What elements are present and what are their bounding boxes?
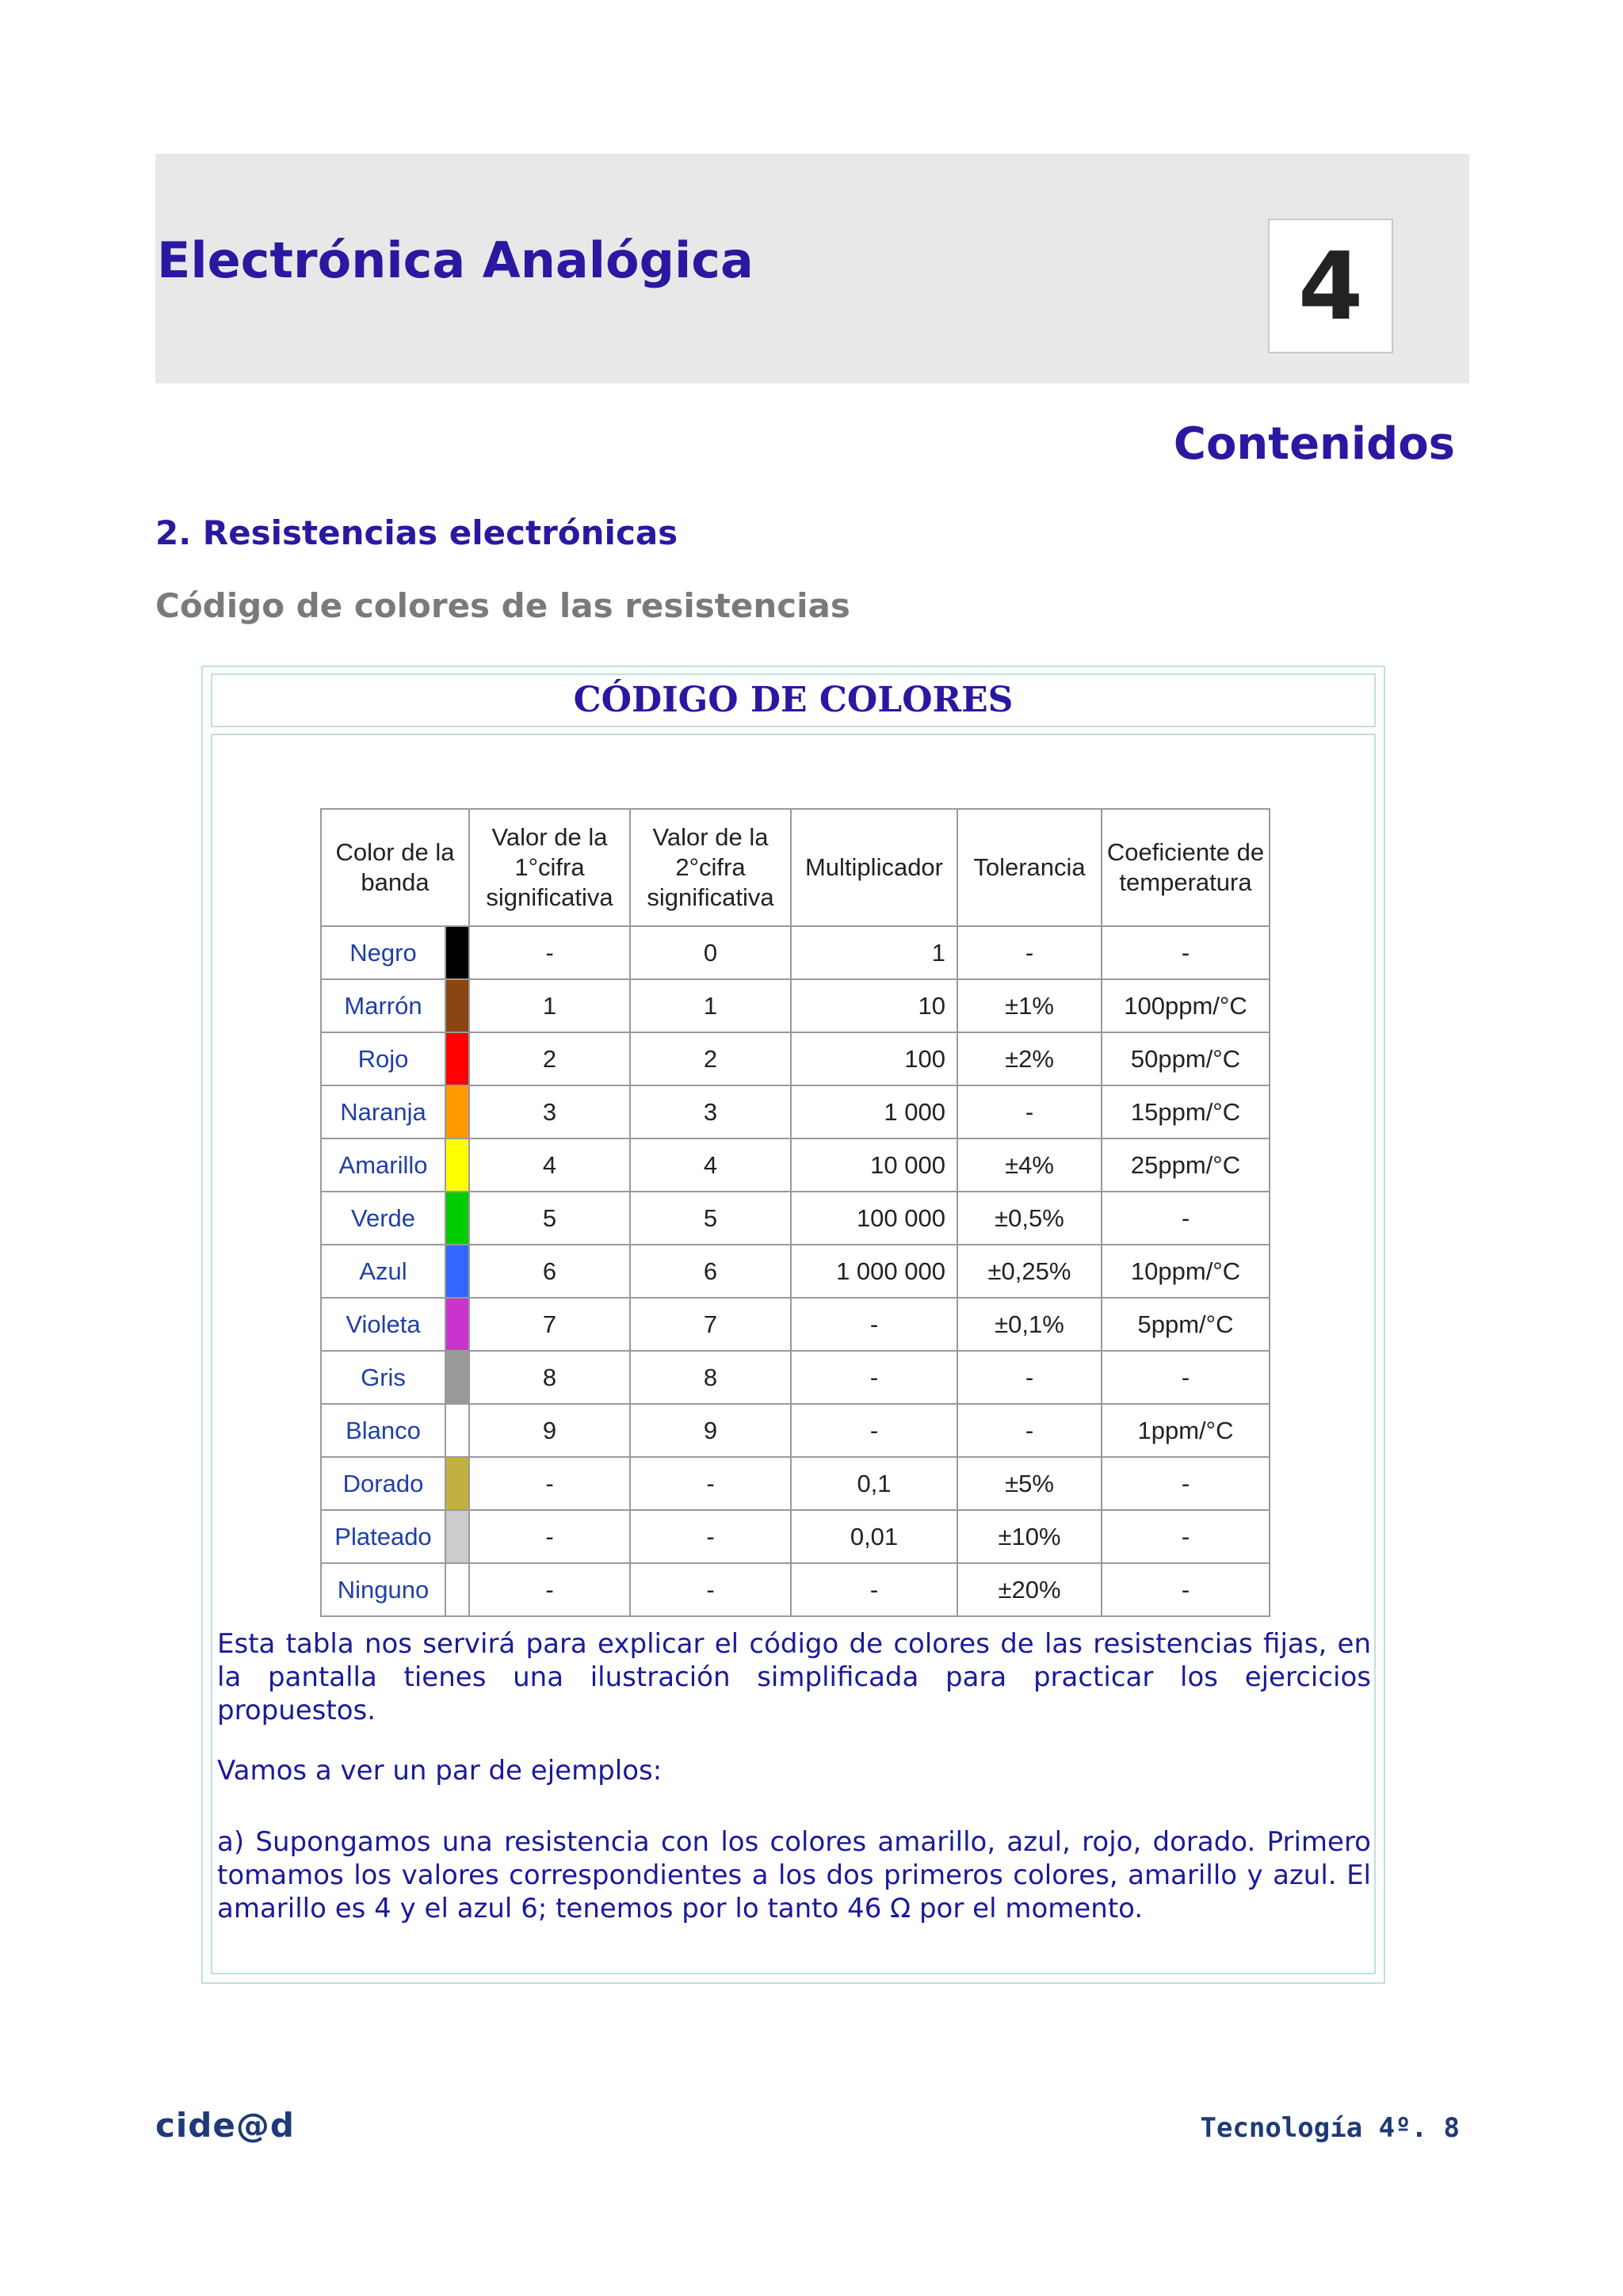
color-swatch bbox=[445, 1457, 469, 1510]
tolerance-cell: - bbox=[957, 1085, 1102, 1138]
color-name-cell: Ninguno bbox=[321, 1563, 445, 1616]
digit1-cell: 3 bbox=[469, 1085, 630, 1138]
digit1-cell: 9 bbox=[469, 1404, 630, 1457]
content-frame bbox=[201, 666, 1385, 1984]
color-name-cell: Marrón bbox=[321, 979, 445, 1032]
coefficient-cell: - bbox=[1102, 1510, 1270, 1563]
multiplier-cell: 100 000 bbox=[791, 1192, 957, 1245]
table-row bbox=[321, 979, 1270, 1032]
coefficient-cell: 50ppm/°C bbox=[1102, 1032, 1270, 1085]
multiplier-cell: - bbox=[791, 1563, 957, 1616]
color-name-cell: Azul bbox=[321, 1245, 445, 1298]
tolerance-cell: ±4% bbox=[957, 1138, 1102, 1192]
header-band bbox=[155, 154, 1469, 383]
coefficient-cell: - bbox=[1102, 926, 1270, 979]
table-row bbox=[321, 1298, 1270, 1351]
coefficient-cell: - bbox=[1102, 1192, 1270, 1245]
digit1-cell: 4 bbox=[469, 1138, 630, 1192]
header-coefficient: Coeficiente de temperatura bbox=[1102, 809, 1270, 926]
digit2-cell: 0 bbox=[630, 926, 791, 979]
chapter-number-box: 4 bbox=[1268, 219, 1393, 353]
color-swatch bbox=[445, 1510, 469, 1563]
table-body bbox=[321, 926, 1270, 1616]
cidead-logo: cide@d bbox=[155, 2106, 295, 2145]
color-name-cell: Blanco bbox=[321, 1404, 445, 1457]
color-swatch bbox=[445, 1138, 469, 1192]
color-swatch bbox=[445, 979, 469, 1032]
coefficient-cell: - bbox=[1102, 1351, 1270, 1404]
paragraph-examples: Vamos a ver un par de ejemplos: bbox=[217, 1755, 663, 1787]
multiplier-cell: 10 000 bbox=[791, 1138, 957, 1192]
coefficient-cell: - bbox=[1102, 1457, 1270, 1510]
coefficient-cell: 100ppm/°C bbox=[1102, 979, 1270, 1032]
header-color: Color de la banda bbox=[321, 809, 469, 926]
color-swatch bbox=[445, 1404, 469, 1457]
table-row bbox=[321, 926, 1270, 979]
tolerance-cell: ±0,25% bbox=[957, 1245, 1102, 1298]
table-row bbox=[321, 1351, 1270, 1404]
multiplier-cell: 100 bbox=[791, 1032, 957, 1085]
coefficient-cell: 15ppm/°C bbox=[1102, 1085, 1270, 1138]
multiplier-cell: - bbox=[791, 1351, 957, 1404]
color-name-cell: Naranja bbox=[321, 1085, 445, 1138]
section-heading: Contenidos bbox=[1173, 418, 1455, 470]
color-swatch bbox=[445, 1245, 469, 1298]
document-title: Electrónica Analógica bbox=[157, 231, 754, 289]
table-row bbox=[321, 1404, 1270, 1457]
digit2-cell: - bbox=[630, 1510, 791, 1563]
digit2-cell: - bbox=[630, 1563, 791, 1616]
multiplier-cell: 0,01 bbox=[791, 1510, 957, 1563]
coefficient-cell: - bbox=[1102, 1563, 1270, 1616]
tolerance-cell: ±10% bbox=[957, 1510, 1102, 1563]
color-name-cell: Gris bbox=[321, 1351, 445, 1404]
tolerance-cell: ±0,5% bbox=[957, 1192, 1102, 1245]
coefficient-cell: 1ppm/°C bbox=[1102, 1404, 1270, 1457]
multiplier-cell: - bbox=[791, 1404, 957, 1457]
color-swatch bbox=[445, 1192, 469, 1245]
digit2-cell: 1 bbox=[630, 979, 791, 1032]
multiplier-cell: - bbox=[791, 1298, 957, 1351]
digit1-cell: 2 bbox=[469, 1032, 630, 1085]
tolerance-cell: ±0,1% bbox=[957, 1298, 1102, 1351]
digit1-cell: 5 bbox=[469, 1192, 630, 1245]
coefficient-cell: 5ppm/°C bbox=[1102, 1298, 1270, 1351]
footer-page-label: Tecnología 4º. 8 bbox=[1200, 2112, 1460, 2144]
frame-body bbox=[211, 734, 1376, 1974]
subsection-heading: 2. Resistencias electrónicas bbox=[155, 513, 678, 552]
table-row bbox=[321, 1510, 1270, 1563]
color-name-cell: Negro bbox=[321, 926, 445, 979]
header-digit2: Valor de la 2°cifra significativa bbox=[630, 809, 791, 926]
tolerance-cell: - bbox=[957, 1351, 1102, 1404]
frame-title: CÓDIGO DE COLORES bbox=[211, 673, 1376, 727]
header-digit1: Valor de la 1°cifra significativa bbox=[469, 809, 630, 926]
digit1-cell: - bbox=[469, 1510, 630, 1563]
digit2-cell: 3 bbox=[630, 1085, 791, 1138]
coefficient-cell: 25ppm/°C bbox=[1102, 1138, 1270, 1192]
multiplier-cell: 1 bbox=[791, 926, 957, 979]
tolerance-cell: ±2% bbox=[957, 1032, 1102, 1085]
color-name-cell: Violeta bbox=[321, 1298, 445, 1351]
color-swatch bbox=[445, 1085, 469, 1138]
table-row bbox=[321, 1563, 1270, 1616]
digit2-cell: 4 bbox=[630, 1138, 791, 1192]
color-name-cell: Verde bbox=[321, 1192, 445, 1245]
color-name-cell: Rojo bbox=[321, 1032, 445, 1085]
multiplier-cell: 1 000 000 bbox=[791, 1245, 957, 1298]
multiplier-cell: 0,1 bbox=[791, 1457, 957, 1510]
table-row bbox=[321, 1085, 1270, 1138]
tolerance-cell: - bbox=[957, 1404, 1102, 1457]
digit1-cell: 7 bbox=[469, 1298, 630, 1351]
multiplier-cell: 1 000 bbox=[791, 1085, 957, 1138]
digit2-cell: 5 bbox=[630, 1192, 791, 1245]
table-header-row bbox=[321, 809, 1270, 926]
paragraph-intro: Esta tabla nos servirá para explicar el código de colores de las resistencias fijas, en la pantalla tienes una ilustración simplificada para practicar los ejercicios propuestos. bbox=[217, 1628, 1371, 1726]
tolerance-cell: ±1% bbox=[957, 979, 1102, 1032]
table-row bbox=[321, 1032, 1270, 1085]
color-swatch bbox=[445, 1351, 469, 1404]
paragraph-example-a: a) Supongamos una resistencia con los colores amarillo, azul, rojo, dorado. Primero tomamos los valores correspondientes a los dos primeros colores, amarillo y azul. El amarillo es 4 y el azul 6; tenemos por lo tanto 46 Ω por el momento. bbox=[217, 1826, 1371, 1924]
table-row bbox=[321, 1192, 1270, 1245]
tolerance-cell: - bbox=[957, 926, 1102, 979]
color-name-cell: Amarillo bbox=[321, 1138, 445, 1192]
color-swatch bbox=[445, 1298, 469, 1351]
table-row bbox=[321, 1138, 1270, 1192]
color-swatch bbox=[445, 926, 469, 979]
tolerance-cell: ±20% bbox=[957, 1563, 1102, 1616]
digit1-cell: 6 bbox=[469, 1245, 630, 1298]
color-code-table bbox=[320, 808, 1270, 1617]
header-multiplier: Multiplicador bbox=[791, 809, 957, 926]
digit2-cell: 2 bbox=[630, 1032, 791, 1085]
digit2-cell: 7 bbox=[630, 1298, 791, 1351]
color-name-cell: Plateado bbox=[321, 1510, 445, 1563]
digit2-cell: 9 bbox=[630, 1404, 791, 1457]
digit1-cell: 1 bbox=[469, 979, 630, 1032]
digit1-cell: - bbox=[469, 926, 630, 979]
digit1-cell: 8 bbox=[469, 1351, 630, 1404]
table-row bbox=[321, 1245, 1270, 1298]
tolerance-cell: ±5% bbox=[957, 1457, 1102, 1510]
digit2-cell: 8 bbox=[630, 1351, 791, 1404]
table-row bbox=[321, 1457, 1270, 1510]
digit1-cell: - bbox=[469, 1457, 630, 1510]
multiplier-cell: 10 bbox=[791, 979, 957, 1032]
topic-subtitle: Código de colores de las resistencias bbox=[155, 586, 850, 625]
color-swatch bbox=[445, 1032, 469, 1085]
digit1-cell: - bbox=[469, 1563, 630, 1616]
color-swatch bbox=[445, 1563, 469, 1616]
digit2-cell: - bbox=[630, 1457, 791, 1510]
header-tolerance: Tolerancia bbox=[957, 809, 1102, 926]
coefficient-cell: 10ppm/°C bbox=[1102, 1245, 1270, 1298]
color-name-cell: Dorado bbox=[321, 1457, 445, 1510]
digit2-cell: 6 bbox=[630, 1245, 791, 1298]
